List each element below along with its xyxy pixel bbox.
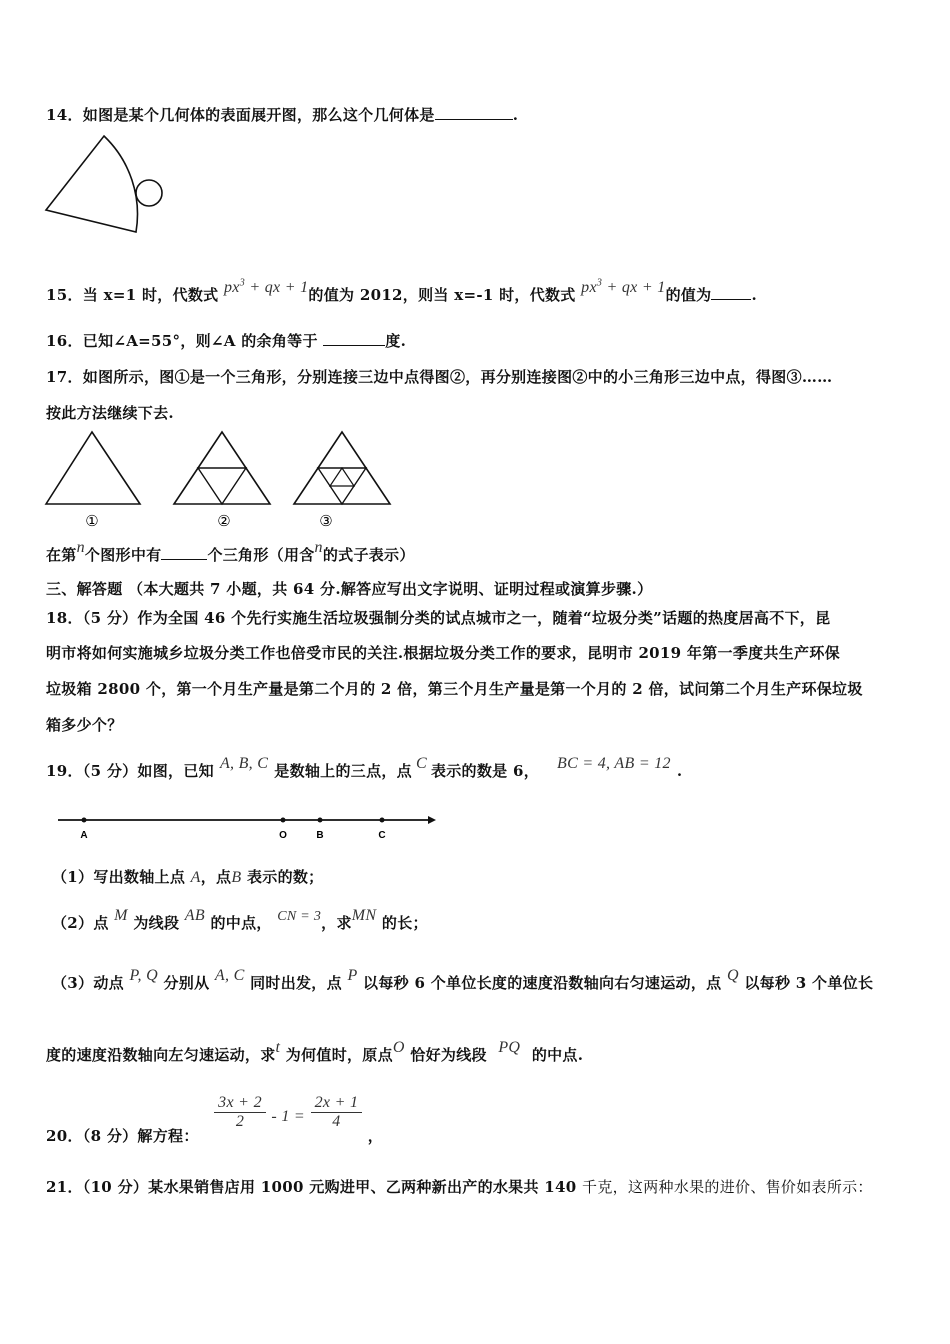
point-q: Q xyxy=(726,967,739,984)
point-c-dot xyxy=(380,818,385,823)
expression-2: $px^3$ + qx + 1 xyxy=(581,277,666,296)
points-pq: P, Q xyxy=(129,967,158,984)
q15-text: 15．当 x=1 时，代数式 $px^3$ + qx + 1的值为 2012，则当 x=-1 时，代数式 $px^3$ + qx + 1的值为 . xyxy=(46,277,758,304)
number-line xyxy=(58,810,438,846)
segment-pq: PQ xyxy=(498,1039,521,1056)
q17-line1: 17．如图所示，图①是一个三角形，分别连接三边中点得图②，再分别连接图②中的小三角形三边中点，得图③…… xyxy=(46,368,833,386)
q17-line2: 按此方法继续下去. xyxy=(46,404,174,422)
fraction-1: $\frac{3x + 2}{2}$ xyxy=(214,1094,266,1131)
fraction-2: $\frac{2x + 1}{4}$ xyxy=(311,1094,363,1131)
answer-blank xyxy=(711,287,751,300)
point-p: P xyxy=(347,967,358,984)
segment-ab: AB xyxy=(184,907,205,924)
answer-blank xyxy=(435,107,513,120)
figure-label-1: ① xyxy=(85,512,99,530)
point-m: M xyxy=(114,907,128,924)
cn-condition: CN = 3 xyxy=(277,909,322,924)
figure-label-2: ② xyxy=(217,512,231,530)
label-c: C xyxy=(378,830,386,841)
q19-sub3-line2: 度的速度沿数轴向左匀速运动，求t 为何值时，原点O 恰好为线段 PQ 的中点. xyxy=(46,1039,584,1064)
point-a-dot xyxy=(82,818,87,823)
points-abc: A, B, C xyxy=(219,755,269,772)
point-o-dot xyxy=(281,818,286,823)
triangle-1 xyxy=(46,432,140,504)
q19-sub1: （1）写出数轴上点 A，点B 表示的数； xyxy=(52,868,324,886)
q18-line2: 明市将如何实施城乡垃圾分类工作也倍受市民的关注.根据垃圾分类工作的要求，昆明市 2019 年第一季度共生产环保 xyxy=(46,644,840,662)
circle-shape xyxy=(136,180,162,206)
q18-line1: 18．（5 分）作为全国 46 个先行实施生活垃圾强制分类的试点城市之一，随着“垃圾分类”话题的热度居高不下，昆 xyxy=(46,609,831,627)
expression-1: $px^3$ + qx + 1 xyxy=(224,277,309,296)
q19-sub2: （2）点 M 为线段 AB 的中点， CN = 3，求MN 的长； xyxy=(52,907,428,932)
triangle-2-inner xyxy=(198,468,246,504)
q19-text: 19．（5 分）如图，已知 A, B, C 是数轴上的三点，点 C 表示的数是 6， BC = 4, AB = 12 . xyxy=(46,755,683,780)
answer-blank xyxy=(161,547,207,560)
point-b: B xyxy=(231,869,242,886)
origin-o: O xyxy=(392,1039,405,1056)
segment-mn: MN xyxy=(351,907,377,924)
q19-sub3-line1: （3）动点 P, Q 分别从 A, C 同时出发，点 P 以每秒 6 个单位长度的速度沿数轴向右匀速运动，点 Q 以每秒 3 个单位长 xyxy=(52,967,874,992)
point-a: A xyxy=(190,869,201,886)
label-a: A xyxy=(80,830,88,841)
q21-text: 21．（10 分）某水果销售店用 1000 元购进甲、乙两种新出产的水果共 140 千克，这两种水果的进价、售价如表所示： xyxy=(46,1178,873,1196)
equation-middle: - 1 = xyxy=(271,1107,306,1125)
sector-shape xyxy=(46,136,137,232)
q16-text: 16．已知∠A=55°，则∠A 的余角等于 度. xyxy=(46,332,407,350)
point-b-dot xyxy=(318,818,323,823)
label-b: B xyxy=(316,830,324,841)
q14-text: 14．如图是某个几何体的表面展开图，那么这个几何体是 . xyxy=(46,106,519,124)
condition: BC = 4, AB = 12 xyxy=(557,755,671,772)
q17-question: 在第n个图形中有 个三角形（用含n的式子表示） xyxy=(46,539,415,564)
q14-net-figure xyxy=(40,130,170,240)
label-o: O xyxy=(279,830,287,841)
answer-blank xyxy=(323,333,385,346)
points-ac: A, C xyxy=(214,967,245,984)
var-n: n xyxy=(76,539,85,556)
arrow-head xyxy=(428,816,436,824)
q18-line4: 箱多少个？ xyxy=(46,716,123,734)
var-t: t xyxy=(275,1039,281,1056)
var-n: n xyxy=(314,539,323,556)
q18-line3: 垃圾箱 2800 个，第一个月生产量是第二个月的 2 倍，第三个月生产量是第一个月的 2 倍，试问第二个月生产环保垃圾 xyxy=(46,680,863,698)
figure-label-3: ③ xyxy=(319,512,333,530)
q20-text: 20．（8 分）解方程： $\frac{3x + 2}{2}$ - 1 = $\frac{2x + 1}{4}$ ， xyxy=(46,1094,384,1145)
triangle-3-innermost xyxy=(330,468,354,486)
q17-triangles-figure xyxy=(44,430,364,530)
section-3-heading: 三、解答题 （本大题共 7 小题，共 64 分.解答应写出文字说明、证明过程或演算步骤.） xyxy=(46,580,653,598)
point-c: C xyxy=(415,755,427,772)
